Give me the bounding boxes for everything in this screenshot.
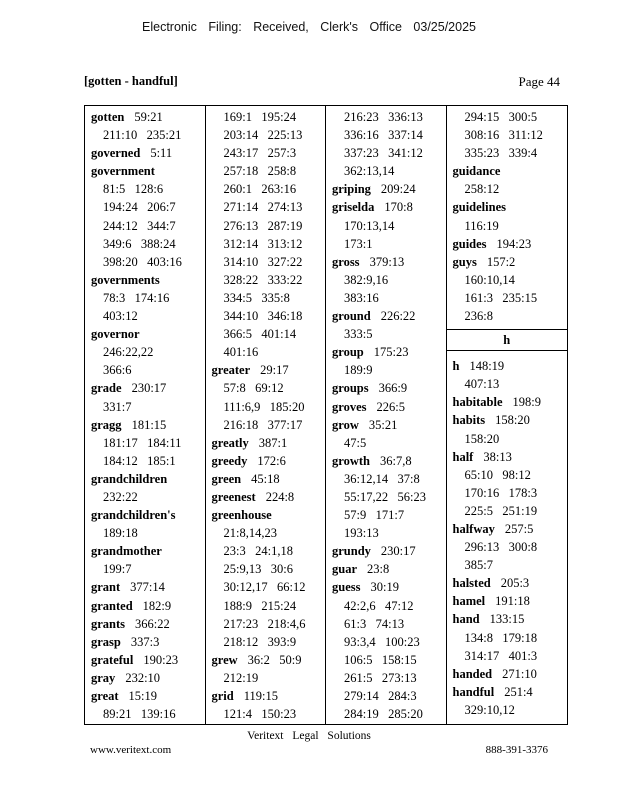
index-reference-line: 331:7 <box>103 399 132 414</box>
index-term: gray <box>91 670 116 685</box>
index-reference-line: 243:17 257:3 <box>223 146 297 161</box>
index-reference-line: 329:10,12 <box>464 702 515 717</box>
index-range: [gotten - handful] <box>84 74 178 88</box>
index-term: grants <box>91 616 126 631</box>
index-term: government <box>91 164 155 179</box>
index-reference: 59:21 <box>134 110 163 124</box>
index-reference: 209:24 <box>380 182 416 197</box>
index-reference-line: 106:5 158:15 <box>344 652 417 667</box>
index-reference-line: 398:20 403:16 <box>103 254 182 269</box>
index-entry <box>447 665 568 683</box>
index-entry <box>85 687 205 705</box>
index-reference: 232:10 <box>125 670 161 685</box>
index-reference-line: 216:23 336:13 <box>344 110 423 124</box>
index-entry <box>447 235 568 253</box>
index-reference-line: 216:18 377:17 <box>223 417 303 432</box>
index-entry <box>447 253 568 271</box>
index-term: greedy <box>211 453 248 468</box>
index-entry <box>85 633 205 651</box>
index-reference-line: 366:5 401:14 <box>223 327 297 342</box>
page-number: Page 44 <box>518 74 560 89</box>
index-term: guar <box>332 562 357 577</box>
index-entry <box>85 470 205 488</box>
index-reference-line: 78:3 174:16 <box>103 290 170 305</box>
index-entry <box>326 560 446 578</box>
index-entry <box>85 669 205 687</box>
index-term: guidance <box>452 164 501 179</box>
index-reference-line: 407:13 <box>464 377 500 392</box>
index-reference: 198:9 <box>512 395 541 410</box>
index-entry <box>85 597 205 615</box>
index-entry <box>85 325 205 343</box>
index-reference-line: 276:13 287:19 <box>223 218 303 233</box>
index-entry <box>326 416 446 434</box>
index-entry <box>85 144 205 162</box>
index-entry <box>85 416 205 434</box>
index-reference-line: 55:17,22 56:23 <box>344 489 426 504</box>
index-term: habitable <box>452 395 503 410</box>
index-reference-line: 184:12 185:1 <box>103 453 176 468</box>
index-reference-line: 170:13,14 <box>344 218 395 233</box>
index-term: green <box>211 471 242 486</box>
index-reference: 230:17 <box>131 381 167 396</box>
index-reference: 148:19 <box>469 359 505 374</box>
index-term: gross <box>332 254 360 269</box>
index-reference-line: 211:10 235:21 <box>103 128 182 143</box>
index-reference-line: 160:10,14 <box>464 272 515 287</box>
index-entry <box>447 520 568 538</box>
index-entry <box>326 343 446 361</box>
index-reference: 366:9 <box>378 381 408 396</box>
index-entry <box>206 651 326 669</box>
index-reference: 224:8 <box>265 489 295 504</box>
index-entry <box>326 253 446 271</box>
index-entry <box>447 411 568 429</box>
index-reference-line: 383:16 <box>344 290 379 305</box>
index-column-3 <box>326 106 447 724</box>
index-reference-line: 382:9,16 <box>344 272 389 287</box>
index-reference-line: 366:6 <box>103 363 132 378</box>
index-reference-line: 328:22 333:22 <box>223 272 303 287</box>
index-reference-line: 111:6,9 185:20 <box>223 399 305 414</box>
index-reference: 377:14 <box>130 580 165 595</box>
index-reference: 30:19 <box>370 580 399 595</box>
index-reference: 5:11 <box>150 146 173 161</box>
index-reference-line: 47:5 <box>344 435 367 450</box>
index-entry <box>447 610 568 628</box>
index-term: guidelines <box>452 200 506 215</box>
index-reference-line: 36:12,14 37:8 <box>344 471 420 486</box>
index-entry <box>85 578 205 596</box>
index-reference: 191:18 <box>495 594 530 609</box>
index-term: greenhouse <box>211 508 272 523</box>
index-reference-line: 257:18 258:8 <box>223 164 297 179</box>
index-term: grow <box>332 417 359 432</box>
index-reference: 181:15 <box>131 417 167 432</box>
index-reference-line: 57:8 69:12 <box>223 381 284 396</box>
index-reference: 170:8 <box>384 200 413 215</box>
index-term: groups <box>332 381 369 396</box>
index-reference-line: 337:23 341:12 <box>344 146 423 161</box>
index-reference-line: 194:24 206:7 <box>103 200 176 215</box>
index-reference: 366:22 <box>135 616 170 631</box>
index-term: griselda <box>332 200 375 215</box>
index-reference: 194:23 <box>496 236 532 251</box>
index-entry <box>326 542 446 560</box>
index-entry <box>206 506 326 524</box>
index-reference-line: 261:5 273:13 <box>344 670 417 685</box>
index-reference-line: 65:10 98:12 <box>464 467 531 482</box>
index-entry <box>326 379 446 397</box>
index-term: governed <box>91 146 141 161</box>
index-term: grandchildren's <box>91 508 176 523</box>
index-reference: 119:15 <box>243 689 278 703</box>
index-reference: 15:19 <box>128 689 158 703</box>
index-entry <box>326 198 446 216</box>
index-reference-line: 121:4 150:23 <box>223 707 297 722</box>
index-reference: 379:13 <box>369 254 405 269</box>
index-term: greenest <box>211 489 256 504</box>
footer-phone: 888-391-3376 <box>485 744 548 756</box>
index-reference: 35:21 <box>368 417 398 432</box>
index-reference: 251:4 <box>504 684 533 699</box>
index-term: habits <box>452 413 486 428</box>
index-term: half <box>452 449 474 464</box>
index-term: halsted <box>452 576 491 591</box>
index-reference-line: 188:9 215:24 <box>223 598 297 613</box>
index-reference: 172:6 <box>257 453 286 468</box>
index-term: grade <box>91 381 122 396</box>
index-entry <box>326 180 446 198</box>
index-entry <box>206 488 326 506</box>
index-term: grant <box>91 580 121 595</box>
index-term: grid <box>211 689 234 703</box>
index-entry <box>206 361 326 379</box>
index-entry <box>447 683 568 701</box>
index-term: growth <box>332 453 370 468</box>
index-entry <box>85 379 205 397</box>
index-column-2 <box>206 106 327 724</box>
index-reference: 226:22 <box>380 309 416 324</box>
index-term: gotten <box>91 110 125 124</box>
index-reference: 230:17 <box>380 544 416 559</box>
index-reference-line: 116:19 <box>464 218 499 233</box>
index-reference: 36:7,8 <box>379 453 412 468</box>
index-term: hamel <box>452 594 486 609</box>
footer-website: www.veritext.com <box>90 744 172 756</box>
index-entry <box>206 470 326 488</box>
index-reference-line: 189:9 <box>344 363 373 378</box>
index-reference-line: 246:22,22 <box>103 345 154 360</box>
index-reference-line: 232:22 <box>103 489 138 504</box>
index-reference-line: 349:6 388:24 <box>103 236 176 251</box>
index-term: governor <box>91 327 140 342</box>
index-entry <box>85 506 205 524</box>
index-entry <box>447 357 568 375</box>
index-reference: 29:17 <box>260 363 289 378</box>
index-reference: 190:23 <box>143 652 179 667</box>
index-reference: 133:15 <box>489 612 525 627</box>
index-entry <box>447 393 568 411</box>
index-reference-line: 296:13 300:8 <box>464 540 538 555</box>
letter-section-header: h <box>447 329 568 351</box>
index-entry <box>447 162 568 180</box>
index-term: guys <box>452 254 477 269</box>
footer-company: Veritext Legal Solutions <box>247 730 371 742</box>
index-term: h <box>452 359 460 374</box>
index-reference-line: 21:8,14,23 <box>223 526 277 541</box>
index-entry <box>85 162 205 180</box>
index-reference-line: 169:1 195:24 <box>223 110 297 124</box>
index-reference-line: 170:16 178:3 <box>464 485 538 500</box>
index-column-1 <box>85 106 206 724</box>
index-term: handful <box>452 684 495 699</box>
index-term: halfway <box>452 521 495 536</box>
index-entry <box>206 687 326 705</box>
index-term: groves <box>332 399 367 414</box>
index-reference-line: 93:3,4 100:23 <box>344 634 420 649</box>
index-reference-line: 284:19 285:20 <box>344 707 423 722</box>
index-reference: 38:13 <box>483 449 512 464</box>
word-index-table <box>84 105 568 725</box>
index-reference: 387:1 <box>258 435 288 450</box>
index-entry <box>447 592 568 610</box>
index-reference-line: 314:17 401:3 <box>464 648 538 663</box>
index-entry <box>206 434 326 452</box>
index-reference-line: 161:3 235:15 <box>464 290 538 305</box>
index-reference-line: 89:21 139:16 <box>103 707 176 722</box>
index-entry <box>206 452 326 470</box>
index-reference: 271:10 <box>502 666 537 681</box>
index-reference-line: 279:14 284:3 <box>344 689 417 703</box>
index-reference-line: 81:5 128:6 <box>103 182 164 197</box>
index-reference-line: 294:15 300:5 <box>464 110 538 124</box>
index-reference: 205:3 <box>500 576 530 591</box>
index-reference-line: 333:5 <box>344 327 373 342</box>
index-reference-line: 189:18 <box>103 526 138 541</box>
index-reference-line: 212:19 <box>223 670 259 685</box>
index-reference-line: 336:16 337:14 <box>344 128 423 143</box>
index-reference-line: 314:10 327:22 <box>223 254 303 269</box>
index-term: grundy <box>332 544 371 559</box>
index-reference-line: 23:3 24:1,18 <box>223 544 293 559</box>
index-term: granted <box>91 598 133 613</box>
index-reference-line: 236:8 <box>464 309 493 324</box>
index-term: guess <box>332 580 361 595</box>
index-reference: 45:18 <box>251 471 280 486</box>
filing-stamp: Electronic Filing: Received, Clerk's Office 03/25/2025 <box>142 20 476 34</box>
index-reference-line: 260:1 263:16 <box>223 182 297 197</box>
index-reference-line: 199:7 <box>103 562 132 577</box>
index-reference: 257:5 <box>504 521 534 536</box>
index-term: greatly <box>211 435 249 450</box>
index-reference-line: 57:9 171:7 <box>344 508 405 523</box>
index-reference-line: 308:16 311:12 <box>464 128 543 143</box>
index-reference: 337:3 <box>130 634 160 649</box>
index-reference-line: 271:14 274:13 <box>223 200 303 215</box>
index-reference: 182:9 <box>142 598 172 613</box>
index-reference: 158:20 <box>495 413 530 428</box>
index-reference-line: 61:3 74:13 <box>344 616 405 631</box>
index-term: grateful <box>91 652 134 667</box>
index-reference-line: 173:1 <box>344 236 373 251</box>
index-entry <box>447 448 568 466</box>
index-term: handed <box>452 666 493 681</box>
index-reference: 226:5 <box>376 399 405 414</box>
index-reference-line: 334:5 335:8 <box>223 290 290 305</box>
index-reference-line: 403:12 <box>103 309 138 324</box>
index-reference-line: 25:9,13 30:6 <box>223 562 293 577</box>
index-term: grandmother <box>91 544 162 559</box>
index-term: ground <box>332 309 371 324</box>
index-reference-line: 225:5 251:19 <box>464 503 538 518</box>
index-term: great <box>91 689 119 703</box>
index-entry <box>447 574 568 592</box>
index-reference-line: 401:16 <box>223 345 259 360</box>
index-reference-line: 218:12 393:9 <box>223 634 297 649</box>
index-reference-line: 335:23 339:4 <box>464 146 538 161</box>
index-entry <box>326 578 446 596</box>
index-reference-line: 217:23 218:4,6 <box>223 616 306 631</box>
index-reference-line: 258:12 <box>464 182 500 197</box>
index-term: guides <box>452 236 487 251</box>
index-reference-line: 158:20 <box>464 431 500 446</box>
index-reference-line: 385:7 <box>464 558 493 573</box>
index-term: grew <box>211 652 238 667</box>
index-entry <box>326 398 446 416</box>
index-entry <box>326 307 446 325</box>
index-term: hand <box>452 612 480 627</box>
index-term: grasp <box>91 634 121 649</box>
index-entry <box>85 615 205 633</box>
index-reference-line: 30:12,17 66:12 <box>223 580 306 595</box>
index-term: governments <box>91 272 160 287</box>
index-reference-line: 42:2,6 47:12 <box>344 598 414 613</box>
index-term: gragg <box>91 417 122 432</box>
index-entry <box>326 452 446 470</box>
index-reference-line: 203:14 225:13 <box>223 128 303 143</box>
index-entry <box>85 271 205 289</box>
index-reference-line: 362:13,14 <box>344 164 395 179</box>
index-reference-line: 134:8 179:18 <box>464 630 538 645</box>
index-reference: 175:23 <box>373 345 409 360</box>
index-reference-line: 193:13 <box>344 526 379 541</box>
index-reference-line: 244:12 344:7 <box>103 218 176 233</box>
index-entry <box>85 651 205 669</box>
index-reference: 36:2 50:9 <box>247 652 302 667</box>
index-term: group <box>332 345 364 360</box>
index-reference-line: 344:10 346:18 <box>223 309 303 324</box>
index-entry <box>85 108 205 126</box>
index-term: greater <box>211 363 251 378</box>
index-reference-line: 312:14 313:12 <box>223 236 303 251</box>
index-column-4 <box>447 106 568 724</box>
index-entry <box>85 542 205 560</box>
index-term: grandchildren <box>91 471 168 486</box>
index-reference: 23:8 <box>367 562 390 577</box>
index-entry <box>447 198 568 216</box>
index-reference: 157:2 <box>486 254 516 269</box>
index-reference-line: 181:17 184:11 <box>103 435 182 450</box>
index-term: griping <box>332 182 371 197</box>
